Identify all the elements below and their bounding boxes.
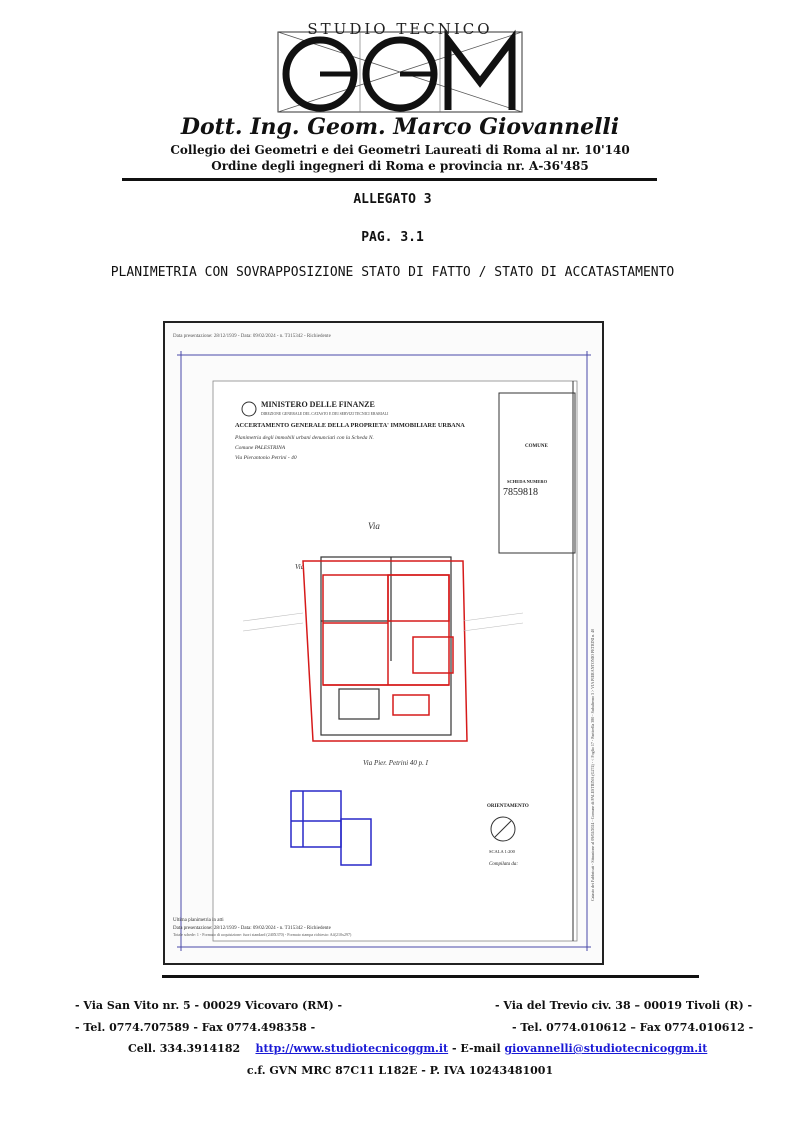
plan-scheda-number: 7859818 [503, 487, 538, 498]
plan-street-top: Via [368, 521, 380, 531]
plan-orientation-label: ORIENTAMENTO [487, 804, 529, 809]
plan-footer-1: Ultima planimetria in atti [173, 918, 224, 923]
footer-contacts [128, 1042, 707, 1055]
logo-title: STUDIO TECNICO [307, 20, 493, 38]
cadastral-plan [163, 321, 604, 965]
footer-divider [162, 975, 699, 978]
plan-street-side: Via [295, 563, 305, 571]
plan-via: Via Pierantonio Petrini - 40 [235, 455, 297, 461]
plan-description: Planimetria degli immobili urbani denunciati con la Scheda N. [235, 435, 374, 441]
plan-compiled-by: Compilata da: [489, 862, 519, 867]
plan-street-bottom: Via Pier. Petrini 40 p. I [363, 759, 428, 767]
footer-fiscal: c.f. GVN MRC 87C11 L182E - P. IVA 10243481001 [246, 1064, 554, 1077]
plan-footer-2: Data presentazione: 28/12/1939 - Data: 09/02/2024 - n. T315342 - Richiedente [173, 926, 331, 931]
registration-collegio: Collegio dei Geometri e dei Geometri Laureati di Roma al nr. 10'140 [170, 143, 630, 157]
plan-box-comune: COMUNE [525, 444, 548, 449]
footer-address-right: - Via del Trevio civ. 38 – 00019 Tivoli (R) - [495, 999, 753, 1012]
registration-ordine: Ordine degli ingegneri di Roma e provincia nr. A-36'485 [211, 159, 589, 173]
plan-side-text: Catasto dei Fabbricati - Situazione al 09/02/2024 - Comune di PALESTRINA (G274) - < Foglio 17 - Particella 380 - Subalterno 3 > VIA PIERANTONIO PETRINI n. 40 [590, 628, 595, 901]
plan-scale: SCALA 1:200 [489, 849, 515, 854]
plan-comune: Comune PALESTRINA [235, 445, 286, 451]
footer-email-label: - E-mail [448, 1042, 505, 1055]
attachment-label: ALLEGATO 3 [353, 192, 432, 207]
footer-cell: Cell. 334.3914182 [128, 1042, 241, 1055]
plan-ministry: MINISTERO DELLE FINANZE [261, 400, 375, 409]
plan-office: ACCERTAMENTO GENERALE DELLA PROPRIETA' IMMOBILIARE URBANA [235, 422, 465, 429]
footer-address-left: - Via San Vito nr. 5 - 00029 Vicovaro (RM) - [75, 999, 343, 1012]
footer-phone-left: - Tel. 0774.707589 - Fax 0774.498358 - [75, 1021, 316, 1034]
plan-ministry-sub: DIREZIONE GENERALE DEL CATASTO E DEI SERVIZI TECNICI ERARIALI [261, 412, 389, 416]
plan-footer-3: Totale schede: 1 - Formato di acquisizione: fuori standard (240X370) - Formato stampa richiesto: A4(210x297) [173, 932, 352, 937]
plan-box-scheda: SCHEDA NUMERO [507, 479, 548, 484]
signature: Dott. Ing. Geom. Marco Giovannelli [180, 114, 620, 140]
header-divider [122, 178, 657, 181]
footer-phone-right: - Tel. 0774.010612 – Fax 0774.010612 - [512, 1021, 754, 1034]
plan-header-line: Data presentazione: 28/12/1939 - Data: 09/02/2024 - n. T315342 - Richiedente [173, 334, 331, 339]
website-link[interactable]: http://www.studiotecnicoggm.it [255, 1042, 449, 1055]
document-title: PLANIMETRIA CON SOVRAPPOSIZIONE STATO DI FATTO / STATO DI ACCATASTAMENTO [110, 265, 675, 280]
page-label: PAG. 3.1 [361, 230, 424, 245]
email-link[interactable]: giovannelli@studiotecnicoggm.it [504, 1042, 708, 1055]
